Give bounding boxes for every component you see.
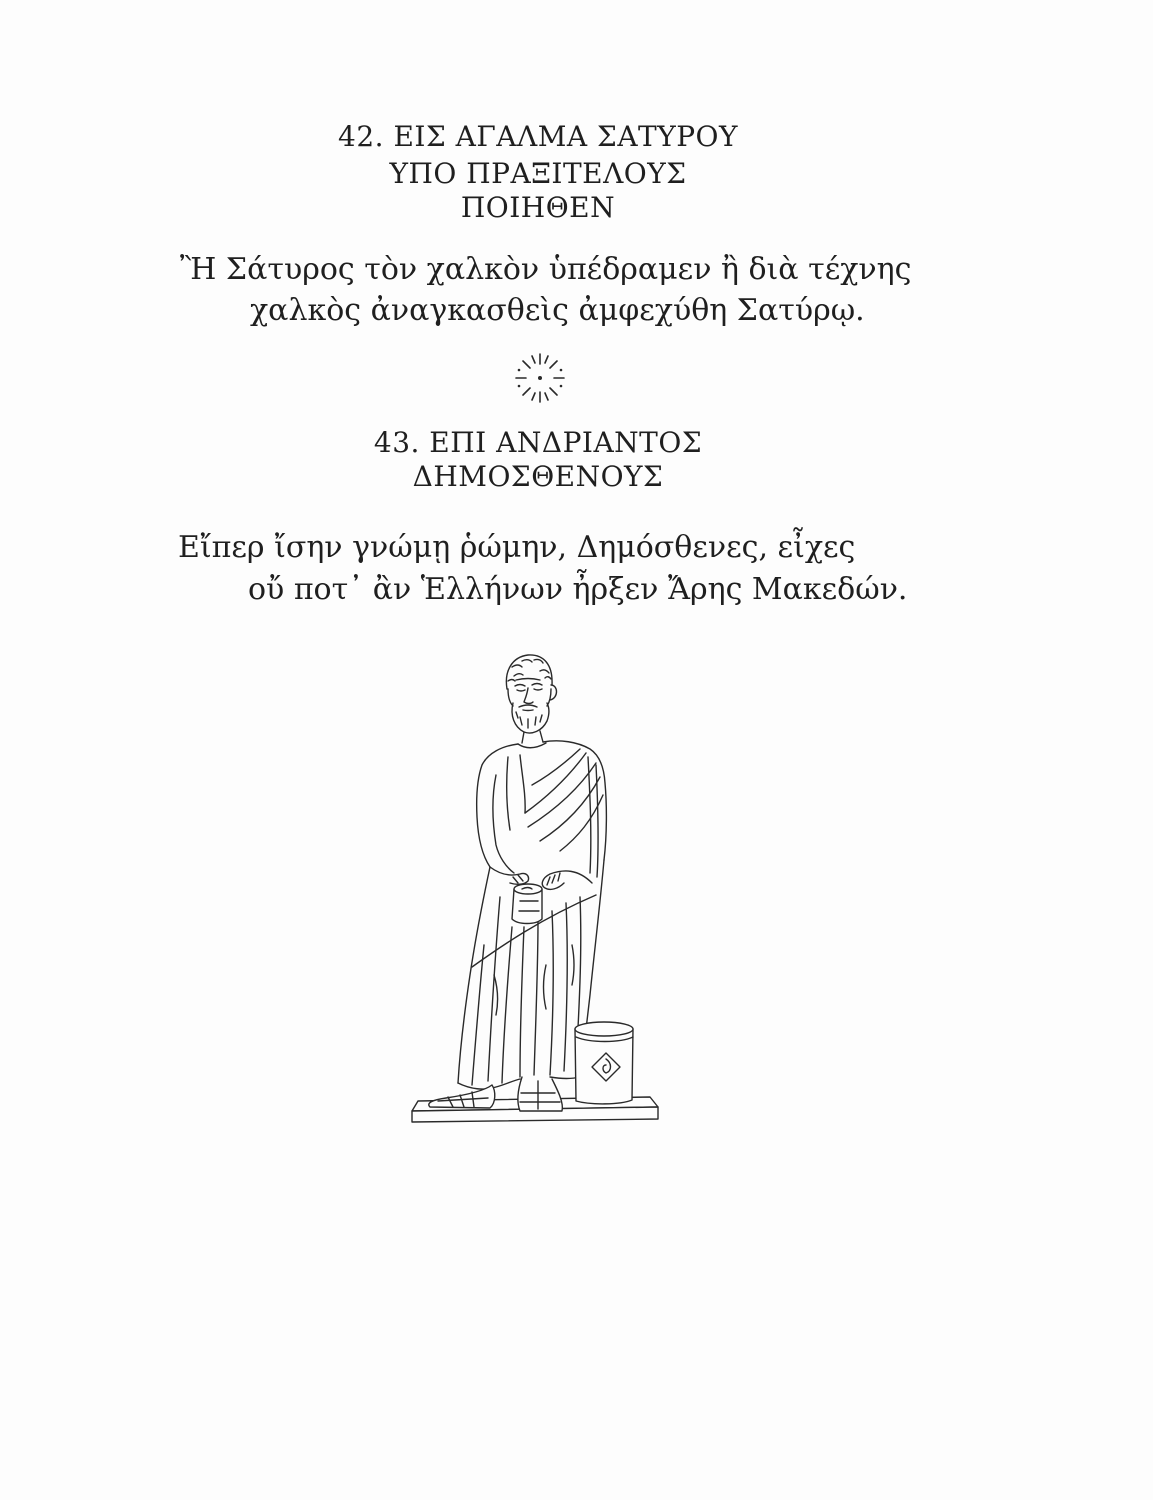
epigram-42-subheading: ΥΠΟ ΠΡΑΞΙΤΕΛΟΥΣ: [389, 157, 687, 190]
epigram-43-heading: 43. ΕΠΙ ΑΝΔΡΙΑΝΤΟΣ: [373, 426, 703, 459]
epigram-43-verse-1: Εἴπερ ἴσην γνώμῃ ῥώμην, Δημόσθενες, εἶχες: [178, 530, 856, 565]
scroll-case: [575, 1022, 633, 1104]
statue-scroll: [512, 884, 542, 924]
epigram-43-subheading: ΔΗΜΟΣΘΕΝΟΥΣ: [412, 460, 664, 493]
statue-head: [506, 655, 556, 733]
statue-hands: [490, 867, 592, 889]
epigram-42-verse-2: χαλκὸς ἀναγκασθεὶς ἀμφεχύθη Σατύρῳ.: [250, 293, 865, 328]
asterism-icon: [512, 350, 568, 406]
epigram-42-subheading: ΠΟΙΗΘΕΝ: [460, 191, 616, 224]
epigram-42-heading: 42. ΕΙΣ ΑΓΑΛΜΑ ΣΑΤΥΡΟΥ: [338, 120, 738, 153]
epigram-42-verse-1: Ἢ Σάτυρος τὸν χαλκὸν ὑπέδραμεν ἢ διὰ τέχνης: [180, 252, 912, 287]
demosthenes-statue-illustration: [400, 645, 670, 1125]
epigram-43-verse-2: οὔ ποτ᾽ ἂν Ἑλλήνων ἦρξεν Ἄρης Μακεδών.: [248, 572, 908, 607]
